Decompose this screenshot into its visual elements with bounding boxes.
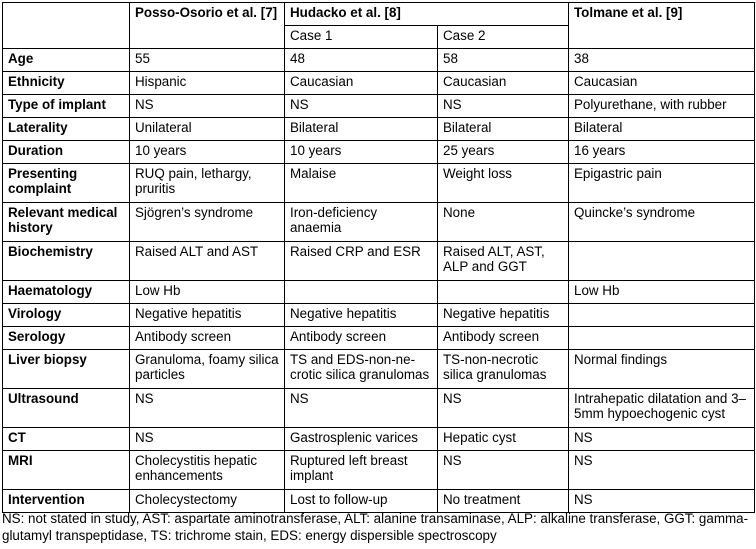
table-cell: 10 years <box>130 141 285 164</box>
row-label: Ultrasound <box>3 389 130 428</box>
table-row <box>3 451 755 490</box>
table-cell: Polyurethane, with rubber <box>569 95 755 118</box>
subheader-case-1: Case 1 <box>285 26 438 49</box>
table-cell: Raised ALT, AST, ALP and GGT <box>438 242 569 281</box>
table-cell: NS <box>438 95 569 118</box>
table-cell: No treatment <box>438 490 569 513</box>
table-row <box>3 281 755 304</box>
table-cell: 58 <box>438 49 569 72</box>
row-label: Liver biopsy <box>3 350 130 389</box>
table-cell: NS <box>285 389 438 428</box>
table-cell: TS and EDS-non-ne-crotic silica granulomas <box>285 350 438 389</box>
study-header-posso-osorio: Posso-Osorio et al. [7] <box>130 3 285 49</box>
table-cell: Low Hb <box>130 281 285 304</box>
row-label: Relevant medical history <box>3 203 130 242</box>
table-row <box>3 327 755 350</box>
row-label: CT <box>3 428 130 451</box>
table-cell: Negative hepatitis <box>438 304 569 327</box>
table-cell: Granuloma, foamy silica particles <box>130 350 285 389</box>
table-footnote: NS: not stated in study, AST: aspartate aminotransferase, ALT: alanine transaminase, ALP: alkaline transferase, GGT: gamma-glutamyl transpeptidase, TS: trichrome stain, EDS: energy dispersible spectroscopy <box>2 511 749 543</box>
table-cell: NS <box>130 95 285 118</box>
table-row <box>3 72 755 95</box>
table-cell: Caucasian <box>438 72 569 95</box>
table-cell: Low Hb <box>569 281 755 304</box>
table-cell: Hepatic cyst <box>438 428 569 451</box>
row-label: Laterality <box>3 118 130 141</box>
row-label: Type of implant <box>3 95 130 118</box>
table-row <box>3 242 755 281</box>
table-cell: NS <box>130 389 285 428</box>
table-cell: Caucasian <box>569 72 755 95</box>
table-cell: NS <box>438 389 569 428</box>
row-label: Biochemistry <box>3 242 130 281</box>
table-cell: NS <box>569 428 755 451</box>
table-row <box>3 304 755 327</box>
row-label: Presenting complaint <box>3 164 130 203</box>
table-cell <box>569 327 755 350</box>
row-label: MRI <box>3 451 130 490</box>
table-cell: Bilateral <box>438 118 569 141</box>
row-label: Virology <box>3 304 130 327</box>
row-label: Intervention <box>3 490 130 513</box>
table-cell: Bilateral <box>285 118 438 141</box>
table-cell: Negative hepatitis <box>285 304 438 327</box>
table-row <box>3 49 755 72</box>
table-cell: Intrahepatic dilatation and 3–5mm hypoechogenic cyst <box>569 389 755 428</box>
table-cell: NS <box>569 451 755 490</box>
table-cell: 48 <box>285 49 438 72</box>
header-row <box>3 3 755 26</box>
table-cell <box>438 281 569 304</box>
table-cell: NS <box>130 428 285 451</box>
table-row <box>3 164 755 203</box>
table-cell: Weight loss <box>438 164 569 203</box>
table-cell: Cholecystectomy <box>130 490 285 513</box>
table-cell: Quincke’s syndrome <box>569 203 755 242</box>
table-cell: Sjögren’s syndrome <box>130 203 285 242</box>
table-cell: 25 years <box>438 141 569 164</box>
table-cell: NS <box>285 95 438 118</box>
table-cell: Lost to follow-up <box>285 490 438 513</box>
table-row <box>3 95 755 118</box>
row-label: Haematology <box>3 281 130 304</box>
table-cell: Cholecystitis hepatic enhancements <box>130 451 285 490</box>
case-comparison-table <box>2 2 755 513</box>
table-cell: 10 years <box>285 141 438 164</box>
table-cell: 55 <box>130 49 285 72</box>
row-label: Age <box>3 49 130 72</box>
table-row <box>3 350 755 389</box>
table-cell: Raised CRP and ESR <box>285 242 438 281</box>
table-cell <box>569 242 755 281</box>
table-cell: Caucasian <box>285 72 438 95</box>
table-cell: NS <box>438 451 569 490</box>
table-cell: Bilateral <box>569 118 755 141</box>
table-cell: Iron-deficiency anaemia <box>285 203 438 242</box>
table-cell: NS <box>569 490 755 513</box>
table-cell: Gastrosplenic varices <box>285 428 438 451</box>
table-cell: Hispanic <box>130 72 285 95</box>
corner-cell <box>3 3 130 49</box>
table-cell: Antibody screen <box>285 327 438 350</box>
subheader-case-2: Case 2 <box>438 26 569 49</box>
table-cell: Unilateral <box>130 118 285 141</box>
table-cell: TS-non-necrotic silica granulomas <box>438 350 569 389</box>
table-cell: Antibody screen <box>130 327 285 350</box>
table-cell: None <box>438 203 569 242</box>
table-cell: Ruptured left breast implant <box>285 451 438 490</box>
row-label: Duration <box>3 141 130 164</box>
table-row <box>3 141 755 164</box>
row-label: Serology <box>3 327 130 350</box>
table-row <box>3 118 755 141</box>
table-row <box>3 428 755 451</box>
study-header-tolmane: Tolmane et al. [9] <box>569 3 755 49</box>
table-cell: Malaise <box>285 164 438 203</box>
row-label: Ethnicity <box>3 72 130 95</box>
table-cell: Normal findings <box>569 350 755 389</box>
table-cell: RUQ pain, lethargy, pruritis <box>130 164 285 203</box>
study-header-hudacko: Hudacko et al. [8] <box>285 3 569 26</box>
table-cell <box>569 304 755 327</box>
table-cell: Antibody screen <box>438 327 569 350</box>
table-cell: Negative hepatitis <box>130 304 285 327</box>
table-cell: Epigastric pain <box>569 164 755 203</box>
table-row <box>3 389 755 428</box>
table-cell: 16 years <box>569 141 755 164</box>
table-row <box>3 203 755 242</box>
table-cell: Raised ALT and AST <box>130 242 285 281</box>
table-cell: 38 <box>569 49 755 72</box>
table-cell <box>285 281 438 304</box>
